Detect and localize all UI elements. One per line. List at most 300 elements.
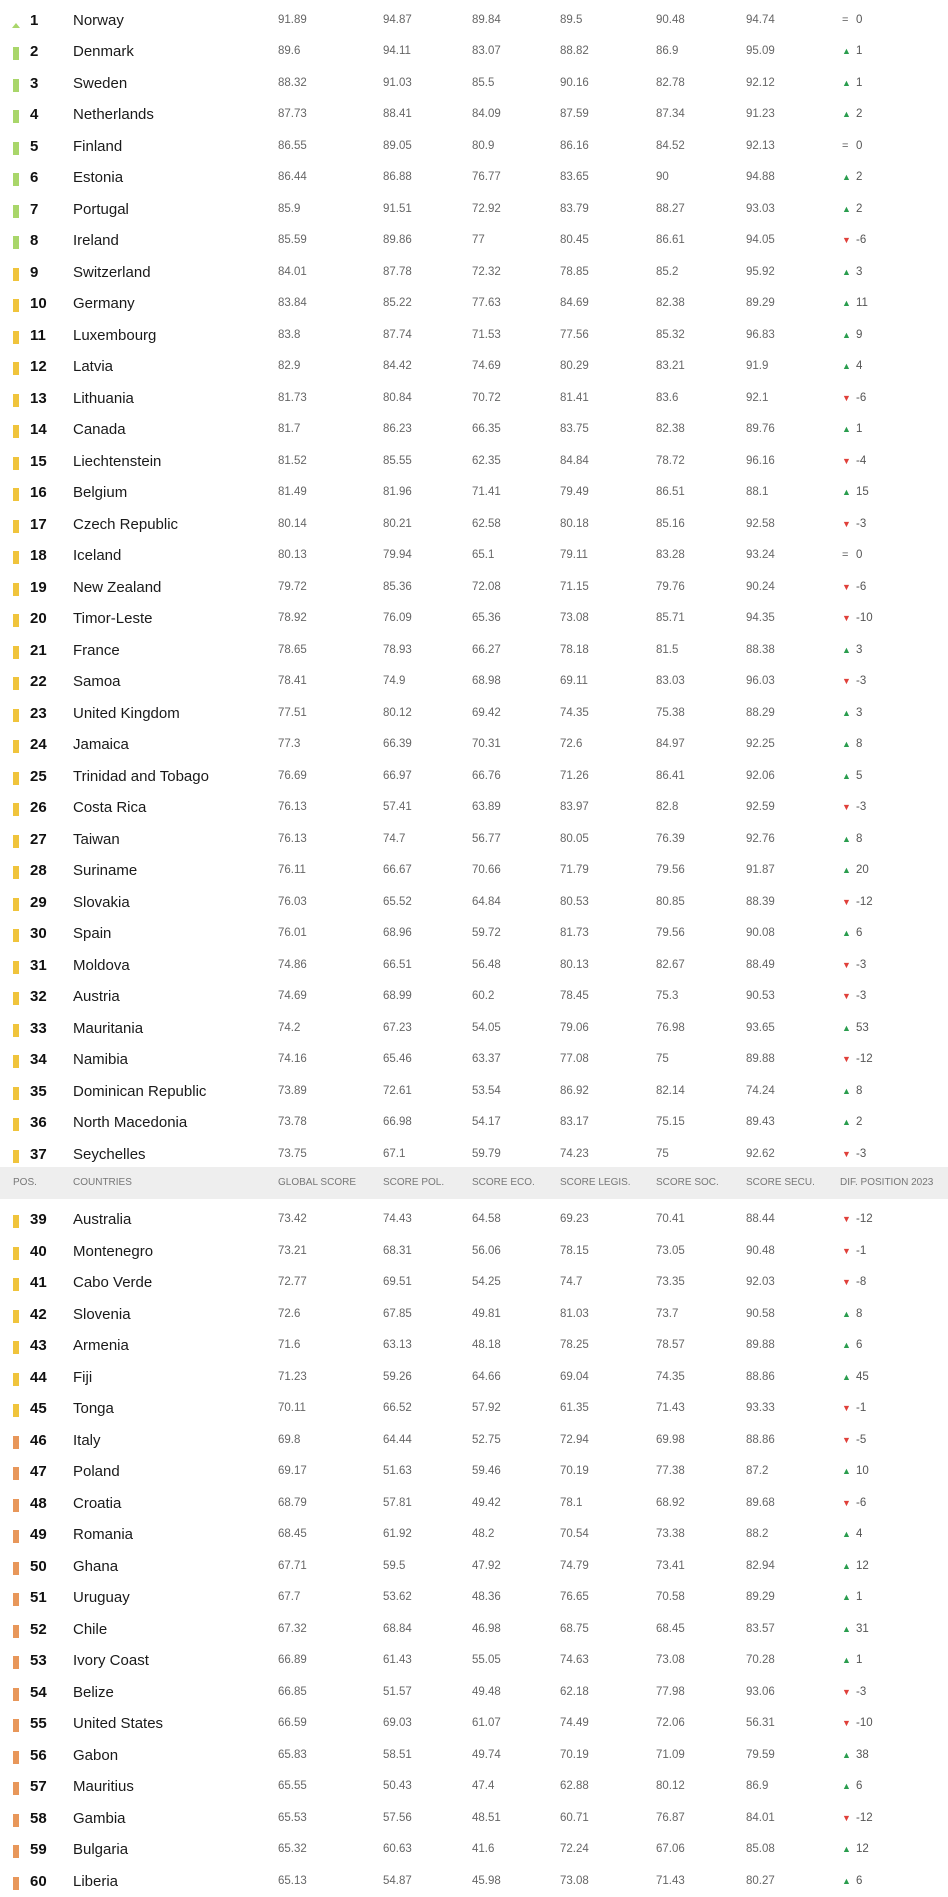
table-row[interactable] [0, 635, 948, 667]
table-row[interactable] [0, 1645, 948, 1677]
rank-position: 42 [30, 1299, 47, 1331]
position-difference-value: 1 [856, 45, 862, 57]
score-eco: 64.58 [472, 1204, 501, 1236]
position-difference-value: 6 [856, 1780, 862, 1792]
table-row[interactable] [0, 162, 948, 194]
country-name[interactable]: Czech Republic [73, 509, 178, 541]
score-secu: 92.03 [746, 1267, 775, 1299]
rank-position: 3 [30, 68, 38, 100]
table-row[interactable] [0, 320, 948, 352]
country-name[interactable]: Gambia [73, 1803, 126, 1835]
table-row[interactable] [0, 1677, 948, 1709]
rank-color-marker [13, 1055, 19, 1068]
country-name[interactable]: Belgium [73, 477, 127, 509]
score-eco: 49.74 [472, 1740, 501, 1772]
position-difference [842, 68, 862, 100]
table-row[interactable] [0, 1076, 948, 1108]
table-row[interactable] [0, 1551, 948, 1583]
position-difference [842, 1708, 873, 1740]
score-eco: 64.66 [472, 1362, 501, 1394]
country-name[interactable]: Suriname [73, 855, 137, 887]
country-name[interactable]: Italy [73, 1425, 101, 1457]
score-global: 86.44 [278, 162, 307, 194]
rank-color-marker [13, 898, 19, 911]
score-eco: 66.35 [472, 414, 501, 446]
table-row[interactable] [0, 1267, 948, 1299]
score-eco: 48.18 [472, 1330, 501, 1362]
country-name[interactable]: United Kingdom [73, 698, 180, 730]
position-difference-value: 8 [856, 833, 862, 845]
header-score-soc[interactable]: SCORE SOC. [656, 1167, 719, 1199]
score-global: 68.45 [278, 1519, 307, 1551]
score-global: 66.89 [278, 1645, 307, 1677]
score-secu: 88.86 [746, 1425, 775, 1457]
table-row[interactable] [0, 131, 948, 163]
country-name[interactable]: Iceland [73, 540, 121, 572]
position-difference-value: 3 [856, 266, 862, 278]
header-global-score[interactable]: GLOBAL SCORE [278, 1167, 356, 1199]
arrow-down-icon: ▼ [842, 1139, 856, 1171]
country-name[interactable]: Ghana [73, 1551, 118, 1583]
country-name[interactable]: Belize [73, 1677, 114, 1709]
arrow-up-icon: ▲ [842, 698, 856, 730]
table-row[interactable] [0, 729, 948, 761]
country-name[interactable]: Namibia [73, 1044, 128, 1076]
country-name[interactable]: Portugal [73, 194, 129, 226]
arrow-down-icon: ▼ [842, 1044, 856, 1076]
country-name[interactable]: New Zealand [73, 572, 161, 604]
table-row[interactable] [0, 572, 948, 604]
table-row[interactable] [0, 1236, 948, 1268]
score-soc: 82.14 [656, 1076, 685, 1108]
position-difference [842, 1299, 862, 1331]
rank-color-marker [13, 142, 19, 155]
score-pol: 87.74 [383, 320, 412, 352]
score-legis: 80.53 [560, 887, 589, 919]
score-eco: 76.77 [472, 162, 501, 194]
table-row[interactable] [0, 1299, 948, 1331]
table-row[interactable] [0, 1708, 948, 1740]
rank-position: 43 [30, 1330, 47, 1362]
arrow-up-icon: ▲ [842, 635, 856, 667]
position-difference-value: 12 [856, 1843, 869, 1855]
country-name[interactable]: Romania [73, 1519, 133, 1551]
table-row[interactable] [0, 540, 948, 572]
country-name[interactable]: Croatia [73, 1488, 121, 1520]
table-row[interactable] [0, 1866, 948, 1897]
score-pol: 57.81 [383, 1488, 412, 1520]
score-legis: 72.6 [560, 729, 582, 761]
table-row[interactable] [0, 1044, 948, 1076]
table-row[interactable] [0, 1582, 948, 1614]
score-pol: 80.12 [383, 698, 412, 730]
table-row[interactable] [0, 698, 948, 730]
country-name[interactable]: Fiji [73, 1362, 92, 1394]
score-legis: 80.18 [560, 509, 589, 541]
rank-color-marker [13, 110, 19, 123]
rank-position: 16 [30, 477, 47, 509]
position-difference-value: 9 [856, 329, 862, 341]
table-row[interactable] [0, 1425, 948, 1457]
score-global: 76.01 [278, 918, 307, 950]
score-soc: 73.05 [656, 1236, 685, 1268]
score-global: 76.11 [278, 855, 306, 887]
country-name[interactable]: Sweden [73, 68, 127, 100]
score-global: 66.59 [278, 1708, 307, 1740]
score-global: 74.69 [278, 981, 307, 1013]
position-difference-value: 10 [856, 1465, 869, 1477]
country-name[interactable]: Liechtenstein [73, 446, 161, 478]
score-pol: 67.1 [383, 1139, 405, 1171]
score-legis: 71.79 [560, 855, 589, 887]
position-difference [842, 1330, 862, 1362]
score-eco: 72.32 [472, 257, 501, 289]
score-pol: 91.03 [383, 68, 412, 100]
score-legis: 90.16 [560, 68, 589, 100]
position-difference-value: 1 [856, 423, 862, 435]
score-legis: 74.79 [560, 1551, 589, 1583]
arrow-up-icon: ▲ [842, 1519, 856, 1551]
score-eco: 47.4 [472, 1771, 494, 1803]
country-name[interactable]: Gabon [73, 1740, 118, 1772]
rank-color-marker [13, 929, 19, 942]
country-name[interactable]: Austria [73, 981, 120, 1013]
score-pol: 68.96 [383, 918, 412, 950]
score-legis: 72.94 [560, 1425, 589, 1457]
score-soc: 79.56 [656, 855, 685, 887]
table-row[interactable] [0, 446, 948, 478]
country-name[interactable]: Netherlands [73, 99, 154, 131]
country-name[interactable]: Australia [73, 1204, 131, 1236]
country-name[interactable]: Timor-Leste [73, 603, 152, 635]
country-name[interactable]: Cabo Verde [73, 1267, 152, 1299]
score-global: 81.7 [278, 414, 300, 446]
score-secu: 96.03 [746, 666, 775, 698]
rank-color-marker [13, 1150, 19, 1163]
country-name[interactable]: United States [73, 1708, 163, 1740]
country-name[interactable]: Luxembourg [73, 320, 156, 352]
score-eco: 60.2 [472, 981, 494, 1013]
country-name[interactable]: Seychelles [73, 1139, 146, 1171]
table-row[interactable] [0, 1456, 948, 1488]
score-eco: 49.48 [472, 1677, 501, 1709]
country-name[interactable]: Montenegro [73, 1236, 153, 1268]
rank-position: 1 [30, 5, 38, 37]
country-name[interactable]: Latvia [73, 351, 113, 383]
score-soc: 85.16 [656, 509, 685, 541]
table-row[interactable] [0, 950, 948, 982]
country-name[interactable]: Bulgaria [73, 1834, 128, 1866]
score-soc: 85.71 [656, 603, 685, 635]
score-eco: 57.92 [472, 1393, 501, 1425]
country-name[interactable]: Slovakia [73, 887, 130, 919]
table-row[interactable] [0, 603, 948, 635]
country-name[interactable]: Moldova [73, 950, 130, 982]
score-soc: 78.57 [656, 1330, 685, 1362]
score-pol: 69.51 [383, 1267, 412, 1299]
arrow-up-icon: ▲ [842, 288, 856, 320]
score-global: 81.52 [278, 446, 307, 478]
arrow-down-icon: ▼ [842, 1204, 856, 1236]
table-row[interactable] [0, 1362, 948, 1394]
position-difference [842, 194, 862, 226]
country-name[interactable]: Spain [73, 918, 111, 950]
position-difference [842, 1866, 862, 1897]
rank-position: 58 [30, 1803, 47, 1835]
position-difference [842, 1803, 873, 1835]
score-pol: 50.43 [383, 1771, 412, 1803]
score-secu: 91.23 [746, 99, 775, 131]
score-legis: 74.23 [560, 1139, 589, 1171]
score-global: 80.13 [278, 540, 307, 572]
table-row[interactable] [0, 288, 948, 320]
score-legis: 74.35 [560, 698, 589, 730]
position-difference [842, 131, 862, 163]
rank-position: 44 [30, 1362, 47, 1394]
position-difference-value: 1 [856, 1591, 862, 1603]
position-difference-value: 0 [856, 14, 862, 26]
header-score-eco[interactable]: SCORE ECO. [472, 1167, 535, 1199]
table-row[interactable] [0, 1519, 948, 1551]
score-legis: 70.19 [560, 1740, 589, 1772]
table-row[interactable] [0, 5, 948, 37]
table-row[interactable] [0, 1393, 948, 1425]
score-pol: 94.87 [383, 5, 412, 37]
position-difference [842, 1582, 862, 1614]
score-secu: 92.1 [746, 383, 768, 415]
table-row[interactable] [0, 666, 948, 698]
country-name[interactable]: North Macedonia [73, 1107, 187, 1139]
position-difference-value: -12 [856, 1053, 873, 1065]
rank-color-marker [13, 1593, 19, 1606]
country-name[interactable]: Dominican Republic [73, 1076, 206, 1108]
country-name[interactable]: Canada [73, 414, 126, 446]
table-row[interactable] [0, 1771, 948, 1803]
score-secu: 94.35 [746, 603, 775, 635]
score-soc: 85.32 [656, 320, 685, 352]
rank-position: 55 [30, 1708, 47, 1740]
score-eco: 84.09 [472, 99, 501, 131]
score-pol: 51.57 [383, 1677, 412, 1709]
table-row[interactable] [0, 383, 948, 415]
table-header [0, 1167, 948, 1199]
score-legis: 69.11 [560, 666, 588, 698]
score-soc: 67.06 [656, 1834, 685, 1866]
score-secu: 92.62 [746, 1139, 775, 1171]
rank-color-marker [13, 677, 19, 690]
score-secu: 93.65 [746, 1013, 775, 1045]
score-pol: 66.51 [383, 950, 412, 982]
arrow-up-icon: ▲ [842, 1013, 856, 1045]
table-row[interactable] [0, 824, 948, 856]
score-soc: 90 [656, 162, 669, 194]
table-row[interactable] [0, 1488, 948, 1520]
score-global: 89.6 [278, 36, 300, 68]
table-row[interactable] [0, 68, 948, 100]
score-eco: 89.84 [472, 5, 501, 37]
score-eco: 62.58 [472, 509, 501, 541]
rank-position: 50 [30, 1551, 47, 1583]
score-global: 65.13 [278, 1866, 307, 1897]
rank-color-marker [13, 992, 19, 1005]
position-difference-value: 2 [856, 1116, 862, 1128]
table-row[interactable] [0, 414, 948, 446]
table-row[interactable] [0, 1107, 948, 1139]
table-row[interactable] [0, 99, 948, 131]
position-difference-value: 3 [856, 707, 862, 719]
table-row[interactable] [0, 981, 948, 1013]
table-row[interactable] [0, 761, 948, 793]
table-row[interactable] [0, 257, 948, 289]
table-row[interactable] [0, 1740, 948, 1772]
country-name[interactable]: Ireland [73, 225, 119, 257]
country-name[interactable]: Samoa [73, 666, 121, 698]
rank-position: 7 [30, 194, 38, 226]
score-eco: 70.72 [472, 383, 501, 415]
score-pol: 76.09 [383, 603, 412, 635]
country-name[interactable]: Armenia [73, 1330, 129, 1362]
score-pol: 72.61 [383, 1076, 412, 1108]
table-row[interactable] [0, 918, 948, 950]
country-name[interactable]: Germany [73, 288, 135, 320]
score-pol: 65.46 [383, 1044, 412, 1076]
country-name[interactable]: Uruguay [73, 1582, 130, 1614]
position-difference-value: -6 [856, 1497, 866, 1509]
country-name[interactable]: Finland [73, 131, 122, 163]
rank-color-marker [13, 1215, 19, 1228]
table-row[interactable] [0, 36, 948, 68]
table-row[interactable] [0, 1834, 948, 1866]
table-row[interactable] [0, 1139, 948, 1171]
table-row[interactable] [0, 194, 948, 226]
country-name[interactable]: Taiwan [73, 824, 120, 856]
position-difference-value: 6 [856, 927, 862, 939]
arrow-up-icon: ▲ [842, 729, 856, 761]
score-soc: 75.15 [656, 1107, 685, 1139]
header-dif-position[interactable]: DIF. POSITION 2023 [840, 1167, 933, 1199]
country-name[interactable]: Norway [73, 5, 124, 37]
score-soc: 84.52 [656, 131, 685, 163]
header-countries[interactable]: COUNTRIES [73, 1167, 132, 1199]
score-global: 65.55 [278, 1771, 307, 1803]
country-name[interactable]: Estonia [73, 162, 123, 194]
arrow-down-icon: ▼ [842, 1393, 856, 1425]
score-legis: 88.82 [560, 36, 589, 68]
country-name[interactable]: Costa Rica [73, 792, 146, 824]
table-row[interactable] [0, 1330, 948, 1362]
score-eco: 72.92 [472, 194, 501, 226]
score-pol: 61.43 [383, 1645, 412, 1677]
score-global: 73.89 [278, 1076, 307, 1108]
position-difference-value: -12 [856, 1213, 873, 1225]
score-soc: 73.38 [656, 1519, 685, 1551]
country-name[interactable]: Tonga [73, 1393, 114, 1425]
country-name[interactable]: Ivory Coast [73, 1645, 149, 1677]
table-row[interactable] [0, 855, 948, 887]
table-row[interactable] [0, 225, 948, 257]
position-difference-value: 45 [856, 1371, 869, 1383]
country-name[interactable]: Jamaica [73, 729, 129, 761]
rank-color-marker [13, 268, 19, 281]
rank-color-marker [13, 1877, 19, 1890]
country-name[interactable]: Mauritania [73, 1013, 143, 1045]
arrow-down-icon: ▼ [842, 981, 856, 1013]
position-difference [842, 729, 862, 761]
country-name[interactable]: Mauritius [73, 1771, 134, 1803]
score-soc: 82.38 [656, 414, 685, 446]
rank-position: 19 [30, 572, 47, 604]
score-global: 74.16 [278, 1044, 307, 1076]
score-soc: 85.2 [656, 257, 678, 289]
score-pol: 80.84 [383, 383, 412, 415]
score-global: 65.32 [278, 1834, 307, 1866]
table-row[interactable] [0, 351, 948, 383]
score-soc: 80.85 [656, 887, 685, 919]
position-difference [842, 950, 866, 982]
header-score-legis[interactable]: SCORE LEGIS. [560, 1167, 631, 1199]
rank-position: 2 [30, 36, 38, 68]
position-difference-value: -3 [856, 518, 866, 530]
country-name[interactable]: Switzerland [73, 257, 151, 289]
table-row[interactable] [0, 1803, 948, 1835]
score-soc: 70.58 [656, 1582, 685, 1614]
score-soc: 86.61 [656, 225, 685, 257]
score-secu: 92.12 [746, 68, 775, 100]
rank-color-marker [13, 614, 19, 627]
country-name[interactable]: Slovenia [73, 1299, 131, 1331]
table-row[interactable] [0, 477, 948, 509]
table-row[interactable] [0, 509, 948, 541]
score-eco: 53.54 [472, 1076, 501, 1108]
score-pol: 68.84 [383, 1614, 412, 1646]
score-secu: 87.2 [746, 1456, 768, 1488]
arrow-up-icon: ▲ [842, 1551, 856, 1583]
score-secu: 82.94 [746, 1551, 775, 1583]
score-soc: 78.72 [656, 446, 685, 478]
table-row[interactable] [0, 887, 948, 919]
arrow-up-icon: ▲ [842, 1740, 856, 1772]
position-difference [842, 1204, 873, 1236]
score-eco: 70.31 [472, 729, 501, 761]
table-row[interactable] [0, 792, 948, 824]
rank-color-marker [13, 1530, 19, 1543]
header-score-pol[interactable]: SCORE POL. [383, 1167, 444, 1199]
rank-color-marker [13, 1373, 19, 1386]
position-difference-value: -6 [856, 392, 866, 404]
header-pos[interactable]: POS. [13, 1167, 37, 1199]
country-name[interactable]: Lithuania [73, 383, 134, 415]
score-legis: 78.85 [560, 257, 589, 289]
score-global: 66.85 [278, 1677, 307, 1709]
score-secu: 89.29 [746, 1582, 775, 1614]
score-pol: 80.21 [383, 509, 412, 541]
score-soc: 83.21 [656, 351, 685, 383]
country-name[interactable]: Chile [73, 1614, 107, 1646]
table-row[interactable] [0, 1614, 948, 1646]
position-difference-value: 8 [856, 1085, 862, 1097]
header-score-secu[interactable]: SCORE SECU. [746, 1167, 815, 1199]
country-name[interactable]: Liberia [73, 1866, 118, 1897]
table-row[interactable] [0, 1013, 948, 1045]
position-difference [842, 1771, 862, 1803]
country-name[interactable]: Denmark [73, 36, 134, 68]
rank-color-marker [12, 23, 20, 28]
country-name[interactable]: Trinidad and Tobago [73, 761, 209, 793]
country-name[interactable]: France [73, 635, 120, 667]
country-name[interactable]: Poland [73, 1456, 120, 1488]
table-row[interactable] [0, 1204, 948, 1236]
rank-color-marker [13, 1845, 19, 1858]
